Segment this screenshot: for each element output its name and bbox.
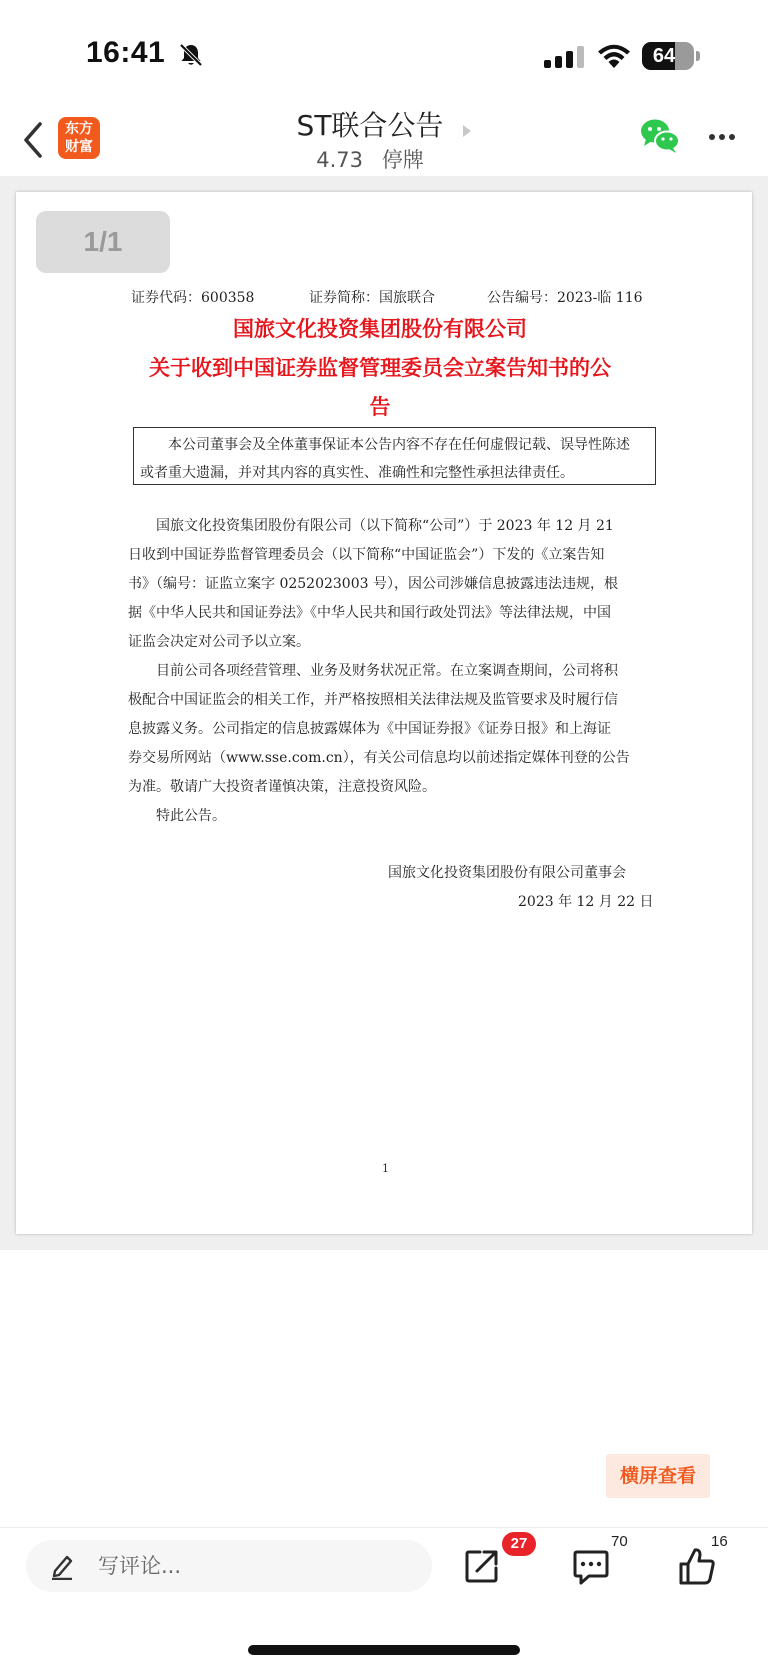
thumbs-up-icon[interactable] bbox=[678, 1546, 716, 1586]
app-logo-line2: 财富 bbox=[65, 139, 93, 155]
bell-muted-icon bbox=[178, 42, 204, 68]
comment-count: 70 bbox=[611, 1533, 628, 1550]
like-count: 16 bbox=[711, 1533, 728, 1550]
page-number: 1 bbox=[382, 1162, 389, 1175]
body-line: 据《中华人民共和国证券法》《中华人民共和国行政处罚法》等法律法规，中国 bbox=[128, 605, 611, 621]
landscape-view-button[interactable]: 横屏查看 bbox=[606, 1454, 710, 1498]
battery-terminal bbox=[696, 51, 700, 61]
wifi-icon bbox=[596, 42, 632, 70]
nav-bar bbox=[0, 100, 768, 176]
stock-quote[interactable] bbox=[0, 144, 740, 174]
more-options-icon[interactable] bbox=[708, 133, 736, 141]
announcement-date: 2023 年 12 月 22 日 bbox=[518, 894, 654, 910]
page-indicator: 1/1 bbox=[36, 211, 170, 273]
body-line: 为准。敬请广大投资者谨慎决策，注意投资风险。 bbox=[128, 779, 436, 795]
cellular-signal-icon bbox=[544, 46, 586, 68]
stock-price: 4.73 bbox=[316, 148, 364, 172]
app-logo-line1: 东方 bbox=[65, 121, 93, 137]
body-line: 证监会决定对公司予以立案。 bbox=[128, 634, 310, 650]
page-title[interactable]: ST联合公告 bbox=[296, 109, 444, 142]
body-line: 目前公司各项经营管理、业务及财务状况正常。在立案调查期间，公司将积 bbox=[128, 663, 618, 679]
document-title-line: 告 bbox=[369, 395, 391, 419]
document-title-line: 国旅文化投资集团股份有限公司 bbox=[233, 317, 527, 341]
body-line: 券交易所网站（www.sse.com.cn），有关公司信息均以前述指定媒体刊登的公告 bbox=[128, 750, 630, 766]
share-icon[interactable] bbox=[464, 1548, 500, 1584]
disclaimer-line: 或者重大遗漏，并对其内容的真实性、准确性和完整性承担法律责任。 bbox=[140, 465, 574, 481]
security-code: 证券代码：600358 bbox=[131, 290, 255, 306]
body-line: 国旅文化投资集团股份有限公司（以下简称“公司”）于 2023 年 12 月 21 bbox=[128, 518, 614, 534]
body-line: 书》（编号：证监立案字 0252023003 号），因公司涉嫌信息披露违法违规，根 bbox=[128, 576, 618, 592]
signature: 国旅文化投资集团股份有限公司董事会 bbox=[388, 865, 626, 881]
pencil-icon bbox=[50, 1552, 74, 1580]
wechat-share-icon[interactable] bbox=[640, 118, 680, 154]
home-indicator bbox=[248, 1645, 520, 1655]
caret-right-icon[interactable] bbox=[462, 124, 472, 138]
comment-bubble-icon[interactable] bbox=[572, 1548, 610, 1586]
disclaimer-line: 本公司董事会及全体董事保证本公告内容不存在任何虚假记载、误导性陈述 bbox=[168, 437, 630, 453]
body-line: 极配合中国证监会的相关工作，并严格按照相关法律法规及监管要求及时履行信 bbox=[128, 692, 618, 708]
battery-percent: 64 bbox=[652, 45, 676, 67]
comment-placeholder: 写评论... bbox=[98, 1554, 182, 1578]
status-time: 16:41 bbox=[86, 36, 166, 69]
announcement-number: 公告编号：2023-临 116 bbox=[487, 290, 643, 306]
comment-input[interactable] bbox=[26, 1540, 432, 1592]
battery-indicator bbox=[642, 42, 694, 70]
document-title-line: 关于收到中国证券监督管理委员会立案告知书的公 bbox=[149, 356, 611, 380]
bottom-divider bbox=[0, 1527, 768, 1528]
disclaimer-box bbox=[133, 427, 656, 485]
body-line: 特此公告。 bbox=[128, 808, 226, 824]
body-line: 息披露义务。公司指定的信息披露媒体为《中国证券报》《证券日报》和上海证 bbox=[128, 721, 611, 737]
stock-status: 停牌 bbox=[381, 148, 424, 172]
status-bar bbox=[0, 0, 768, 100]
security-short-name: 证券简称：国旅联合 bbox=[309, 290, 435, 306]
share-count-badge: 27 bbox=[502, 1532, 536, 1556]
body-line: 日收到中国证券监督管理委员会（以下简称“中国证监会”）下发的《立案告知 bbox=[128, 547, 605, 563]
